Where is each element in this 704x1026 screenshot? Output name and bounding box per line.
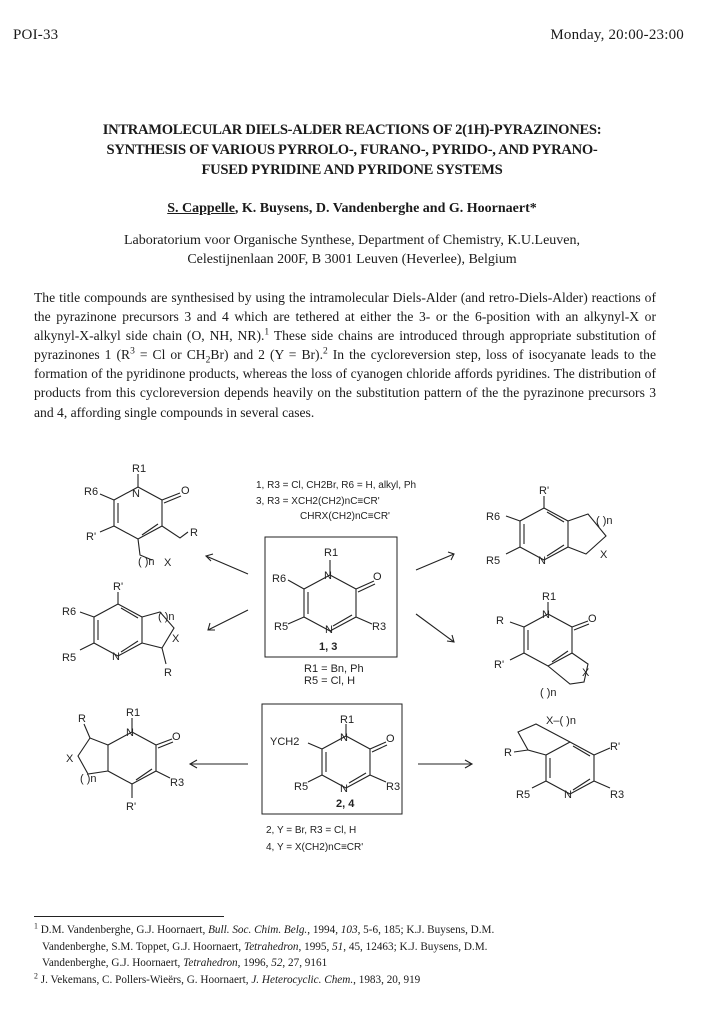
journal-name: Bull. Soc. Chim. Belg. <box>208 924 308 936</box>
footnote-number: 1 <box>34 921 38 931</box>
product-right-top <box>506 496 606 560</box>
presenting-author: S. Cappelle <box>167 201 235 216</box>
atom-x: X <box>172 633 180 645</box>
footnote-text: , 45, 12463; K.J. Buysens, D.M. <box>343 940 488 953</box>
product-left-middle <box>80 592 174 664</box>
atom-r-prime: R' <box>113 581 124 593</box>
atom-r: R <box>164 667 172 679</box>
abstract-sup-3: 3 <box>130 346 135 357</box>
atom-n: N <box>538 555 546 567</box>
atom-n: N <box>126 727 134 739</box>
lower-structure-box <box>262 704 402 814</box>
journal-name: Tetrahedron <box>244 940 299 953</box>
atom-r5: R5 <box>274 621 289 633</box>
poster-code: POI-33 <box>13 27 59 43</box>
atom-n: N <box>325 624 333 636</box>
atom-r1: R1 <box>324 547 339 559</box>
atom-x: X <box>66 753 74 765</box>
affiliation-line-2: Celestijnenlaan 200F, B 3001 Leuven (Heverlee), Belgium <box>187 252 517 267</box>
atom-r1: R1 <box>132 463 147 475</box>
product-left-top <box>100 474 188 560</box>
footnote-text: , 27, 9161 <box>282 957 328 969</box>
atom-x-tether: X–( )n <box>546 715 576 727</box>
atom-r: R <box>496 615 504 627</box>
abstract-sub-2: 2 <box>205 356 211 366</box>
tether-n: ( )n <box>596 515 613 527</box>
footnote-text: D.M. Vandenberghe, G.J. Hoornaert, <box>37 924 209 936</box>
volume: 103 <box>340 924 358 936</box>
abstract-text-2: These side chains are introduced through appropriate substitution of pyrazinones 1 (R <box>34 328 656 363</box>
atom-ych2: YCH2 <box>270 736 300 748</box>
atom-r1: R1 <box>542 591 557 603</box>
footnote-text: , 5-6, 185; K.J. Buysens, D.M. <box>357 924 495 936</box>
atom-r: R <box>190 527 198 539</box>
condition-top-3: CHRX(CH2)nC≡CR' <box>300 511 390 522</box>
footnote-1-cont-2 <box>34 955 674 972</box>
compound-label-1-3: 1, 3 <box>319 641 338 653</box>
abstract-ref-1: 1 <box>264 327 270 338</box>
atom-r3: R3 <box>170 777 185 789</box>
condition-top-2: 3, R3 = XCH2(CH2)nC≡CR' <box>256 496 380 507</box>
paper-title <box>20 120 684 180</box>
atom-x: X <box>600 549 608 561</box>
session-time: Monday, 20:00-23:00 <box>550 27 684 43</box>
tether-n: ( )n <box>540 687 557 699</box>
atom-n: N <box>132 488 140 500</box>
reaction-scheme <box>40 452 690 872</box>
affiliation <box>0 231 704 269</box>
center-r1-definition: R1 = Bn, Ph <box>304 663 364 675</box>
product-right-bottom <box>514 724 610 794</box>
footnote-text: Vandenberghe, G.J. Hoornaert, <box>42 957 184 969</box>
atom-x: X <box>582 667 590 679</box>
atom-r6: R6 <box>62 606 77 618</box>
atom-r5: R5 <box>516 789 531 801</box>
atom-o: O <box>172 731 181 743</box>
atom-r1: R1 <box>126 707 141 719</box>
volume: 51 <box>332 940 344 953</box>
atom-o: O <box>181 485 190 497</box>
atom-r1: R1 <box>340 714 355 726</box>
atom-n: N <box>564 789 572 801</box>
footnotes <box>34 922 674 988</box>
compound-label-2-4: 2, 4 <box>336 798 355 810</box>
atom-r3: R3 <box>372 621 387 633</box>
atom-r-prime: R' <box>539 485 550 497</box>
affiliation-line-1: Laboratorium voor Organische Synthese, Department of Chemistry, K.U.Leuven, <box>123 233 581 248</box>
atom-o: O <box>373 571 382 583</box>
atom-n: N <box>340 732 348 744</box>
author-list <box>0 201 704 217</box>
atom-x: X <box>164 557 172 569</box>
reaction-arrows <box>190 552 472 768</box>
title-line-3: FUSED PYRIDINE AND PYRIDONE SYSTEMS <box>201 162 503 178</box>
atom-o: O <box>588 613 597 625</box>
footnote-divider <box>34 916 224 917</box>
atom-r3: R3 <box>610 789 625 801</box>
atom-n: N <box>324 570 332 582</box>
footnote-text: , 1996, <box>237 957 272 969</box>
atom-r6: R6 <box>486 511 501 523</box>
atom-r6: R6 <box>84 486 99 498</box>
title-line-1: INTRAMOLECULAR DIELS-ALDER REACTIONS OF 2(1H)-PYRAZINONES: <box>102 122 602 138</box>
abstract <box>34 288 656 422</box>
tether-n: ( )n <box>158 611 175 623</box>
atom-n: N <box>542 609 550 621</box>
footnote-1 <box>34 922 674 939</box>
atom-r3: R3 <box>386 781 401 793</box>
atom-r: R <box>504 747 512 759</box>
footnote-text: Vandenberghe, S.M. Toppet, G.J. Hoornaert, <box>42 940 245 953</box>
atom-r5: R5 <box>486 555 501 567</box>
footnote-2 <box>34 972 674 989</box>
abstract-text-5: In the cycloreversion step, loss of isocyanate leads to the formation of the pyridinone products, whereas the loss of cyanogen chloride affords pyridines. The distribution of products from this cycloreversion depends heavily on the substitution pattern of the the pyrazinone precursors 3 and 4, affording single compounds in several cases. <box>34 347 657 420</box>
atom-n: N <box>112 651 120 663</box>
condition-bottom-1: 2, Y = Br, R3 = Cl, H <box>266 825 357 836</box>
abstract-text-4: Br) and 2 (Y = Br). <box>210 347 323 363</box>
title-line-2: SYNTHESIS OF VARIOUS PYRROLO-, FURANO-, PYRIDO-, AND PYRANO- <box>106 142 598 158</box>
atom-r5: R5 <box>62 652 77 664</box>
atom-r6: R6 <box>272 573 287 585</box>
atom-r-prime: R' <box>494 659 505 671</box>
abstract-ref-2: 2 <box>322 346 328 357</box>
abstract-text-3: = Cl or CH <box>134 347 206 363</box>
condition-top-1: 1, R3 = Cl, CH2Br, R6 = H, alkyl, Ph <box>256 480 417 491</box>
footnote-number: 2 <box>34 970 38 980</box>
atom-n: N <box>340 783 348 795</box>
center-r5-definition: R5 = Cl, H <box>304 675 356 687</box>
co-authors: , K. Buysens, D. Vandenberghe and G. Hoornaert* <box>234 201 537 216</box>
volume: 52 <box>271 957 283 969</box>
footnote-text: , 1994, <box>307 924 341 936</box>
atom-r: R <box>78 713 86 725</box>
footnote-1-cont <box>34 939 674 956</box>
footnote-text: J. Vekemans, C. Pollers-Wieërs, G. Hoornaert, <box>37 973 252 986</box>
journal-name: Tetrahedron <box>183 957 238 969</box>
tether-n: ( )n <box>138 556 155 568</box>
atom-r-prime: R' <box>86 531 97 543</box>
footnote-text: , 1995, <box>298 940 333 953</box>
atom-o: O <box>386 733 395 745</box>
footnote-text: , 1983, 20, 919 <box>353 973 421 986</box>
conditions-top <box>256 480 416 522</box>
tether-n: ( )n <box>80 773 97 785</box>
atom-r-prime: R' <box>126 801 137 813</box>
abstract-text-1: The title compounds are synthesised by using the intramolecular Diels-Alder (and retro-Diels-Alder) reactions of the pyrazinone precursors 3 and 4 which are tethered at either the 3- or the 6-position with an alkynyl-X or alkynyl-X-alkyl side chain (O, NH, NR). <box>34 290 656 344</box>
journal-name: J. Heterocyclic. Chem. <box>251 973 354 986</box>
conditions-bottom <box>266 825 363 853</box>
condition-bottom-2: 4, Y = X(CH2)nC≡CR' <box>266 842 364 853</box>
atom-r5: R5 <box>294 781 309 793</box>
atom-r-prime: R' <box>610 741 621 753</box>
